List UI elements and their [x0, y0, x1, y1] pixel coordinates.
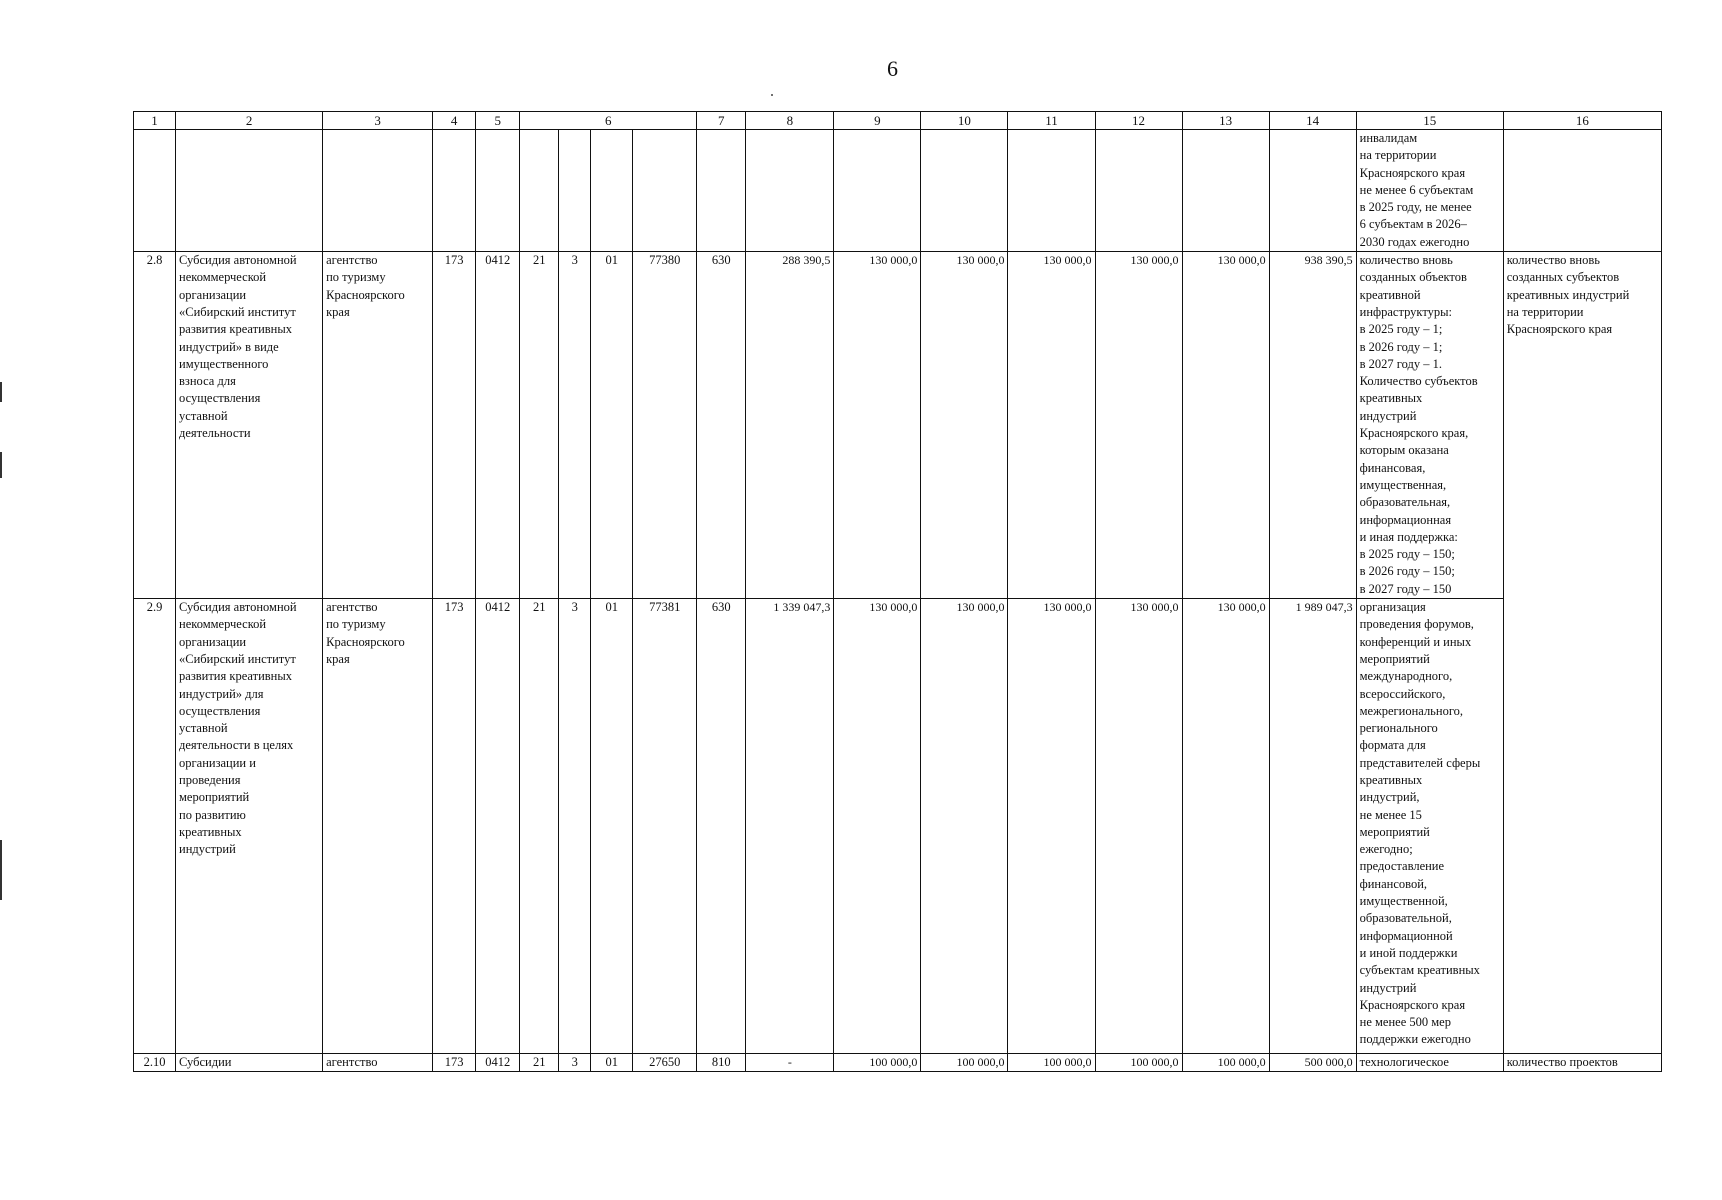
- cell-col12: 100 000,0: [1095, 1054, 1182, 1072]
- header-col-2: 2: [176, 112, 323, 130]
- cell-col8: 1 339 047,3: [746, 599, 834, 1054]
- cell-col6b: 3: [559, 599, 591, 1054]
- cell-col4: 173: [433, 599, 476, 1054]
- cell-col16: количество проектов: [1503, 1054, 1661, 1072]
- table-row: [134, 1054, 1662, 1072]
- cell-col8: [746, 130, 834, 252]
- cell-col10: 100 000,0: [921, 1054, 1008, 1072]
- cell-col8: -: [746, 1054, 834, 1072]
- cell-col6d: 27650: [633, 1054, 697, 1072]
- cell-col6c: 01: [591, 252, 633, 599]
- cell-col15: организация проведения форумов, конференций и иных мероприятий международного, всероссийского, межрегионального, регионального формата для представителей сферы креативных индустрий, не менее 15 мероприятий ежегодно; предоставление финансовой, имущественной, образовательной, информационной и иной поддержки субъектам креативных индустрий Красноярского края не менее 500 мер поддержки ежегодно: [1356, 599, 1503, 1054]
- cell-number: 2.10: [134, 1054, 176, 1072]
- cell-col11: 130 000,0: [1008, 252, 1095, 599]
- cell-col5: 0412: [476, 1054, 520, 1072]
- cell-col8: 288 390,5: [746, 252, 834, 599]
- header-col-1: 1: [134, 112, 176, 130]
- cell-col15: количество вновь созданных объектов креативной инфраструктуры: в 2025 году – 1; в 2026 году – 1; в 2027 году – 1. Количество субъектов креативных индустрий Красноярского края, которым оказана финансовая, имущественная, образовательная, информационная и иная поддержка: в 2025 году – 150; в 2026 году – 150; в 2027 году – 150: [1356, 252, 1503, 599]
- cell-col6a: 21: [520, 599, 559, 1054]
- cell-col11: [1008, 130, 1095, 252]
- cell-name: [176, 130, 323, 252]
- cell-col10: 130 000,0: [921, 252, 1008, 599]
- cell-col9: 130 000,0: [834, 599, 921, 1054]
- header-col-3: 3: [323, 112, 433, 130]
- cell-col6d: 77380: [633, 252, 697, 599]
- scan-margin-mark: [0, 840, 2, 900]
- scan-margin-mark: [0, 382, 2, 402]
- cell-name: Субсидия автономной некоммерческой организации «Сибирский институт развития креативных индустрий» для осуществления уставной деятельности в целях организации и проведения мероприятий по развитию креативных индустрий: [176, 599, 323, 1054]
- cell-col14: 1 989 047,3: [1269, 599, 1356, 1054]
- cell-col6d: 77381: [633, 599, 697, 1054]
- cell-col6a: 21: [520, 1054, 559, 1072]
- cell-col16: [1503, 130, 1661, 252]
- table-row: [134, 130, 1662, 252]
- header-col-13: 13: [1182, 112, 1269, 130]
- cell-col6b: 3: [559, 252, 591, 599]
- cell-col14: 938 390,5: [1269, 252, 1356, 599]
- cell-col6c: 01: [591, 1054, 633, 1072]
- cell-col4: [433, 130, 476, 252]
- cell-col7: 810: [697, 1054, 746, 1072]
- cell-name: Субсидия автономной некоммерческой организации «Сибирский институт развития креативных индустрий» в виде имущественного взноса для осуществления уставной деятельности: [176, 252, 323, 599]
- header-col-6: 6: [520, 112, 697, 130]
- cell-col12: 130 000,0: [1095, 599, 1182, 1054]
- cell-col13: 130 000,0: [1182, 252, 1269, 599]
- cell-col9: 130 000,0: [834, 252, 921, 599]
- header-col-12: 12: [1095, 112, 1182, 130]
- table-row: [134, 599, 1662, 1054]
- cell-col13: 130 000,0: [1182, 599, 1269, 1054]
- program-activities-table: [133, 111, 1662, 1072]
- header-col-5: 5: [476, 112, 520, 130]
- cell-col4: 173: [433, 1054, 476, 1072]
- header-col-10: 10: [921, 112, 1008, 130]
- cell-agency: агентство: [323, 1054, 433, 1072]
- cell-col6b: [559, 130, 591, 252]
- cell-col10: [921, 130, 1008, 252]
- cell-number: 2.9: [134, 599, 176, 1054]
- cell-col11: 100 000,0: [1008, 1054, 1095, 1072]
- cell-col11: 130 000,0: [1008, 599, 1095, 1054]
- table-row: [134, 252, 1662, 599]
- cell-col12: 130 000,0: [1095, 252, 1182, 599]
- header-col-8: 8: [746, 112, 834, 130]
- cell-number: 2.8: [134, 252, 176, 599]
- cell-agency: агентство по туризму Красноярского края: [323, 599, 433, 1054]
- cell-col9: 100 000,0: [834, 1054, 921, 1072]
- cell-col10: 130 000,0: [921, 599, 1008, 1054]
- cell-col12: [1095, 130, 1182, 252]
- cell-col6c: [591, 130, 633, 252]
- header-col-16: 16: [1503, 112, 1661, 130]
- cell-col14: [1269, 130, 1356, 252]
- cell-col5: 0412: [476, 599, 520, 1054]
- scan-dot: [771, 94, 773, 96]
- cell-col15: технологическое: [1356, 1054, 1503, 1072]
- cell-col7: 630: [697, 599, 746, 1054]
- cell-col6a: [520, 130, 559, 252]
- cell-col4: 173: [433, 252, 476, 599]
- cell-agency: агентство по туризму Красноярского края: [323, 252, 433, 599]
- cell-col5: [476, 130, 520, 252]
- header-col-15: 15: [1356, 112, 1503, 130]
- scan-margin-mark: [0, 452, 2, 478]
- cell-col6b: 3: [559, 1054, 591, 1072]
- cell-col16: количество вновь созданных субъектов креативных индустрий на территории Красноярского края: [1503, 252, 1661, 1054]
- page-number: 6: [887, 56, 898, 81]
- cell-col7: 630: [697, 252, 746, 599]
- header-col-9: 9: [834, 112, 921, 130]
- cell-name: Субсидии: [176, 1054, 323, 1072]
- cell-col13: [1182, 130, 1269, 252]
- header-col-14: 14: [1269, 112, 1356, 130]
- cell-col6c: 01: [591, 599, 633, 1054]
- cell-col13: 100 000,0: [1182, 1054, 1269, 1072]
- cell-col6a: 21: [520, 252, 559, 599]
- cell-col5: 0412: [476, 252, 520, 599]
- cell-col6d: [633, 130, 697, 252]
- cell-col14: 500 000,0: [1269, 1054, 1356, 1072]
- cell-col15: инвалидам на территории Красноярского края не менее 6 субъектам в 2025 году, не менее 6 субъектам в 2026– 2030 годах ежегодно: [1356, 130, 1503, 252]
- header-col-11: 11: [1008, 112, 1095, 130]
- cell-agency: [323, 130, 433, 252]
- header-row: [134, 112, 1662, 130]
- header-col-7: 7: [697, 112, 746, 130]
- cell-number: [134, 130, 176, 252]
- cell-col9: [834, 130, 921, 252]
- cell-col7: [697, 130, 746, 252]
- header-col-4: 4: [433, 112, 476, 130]
